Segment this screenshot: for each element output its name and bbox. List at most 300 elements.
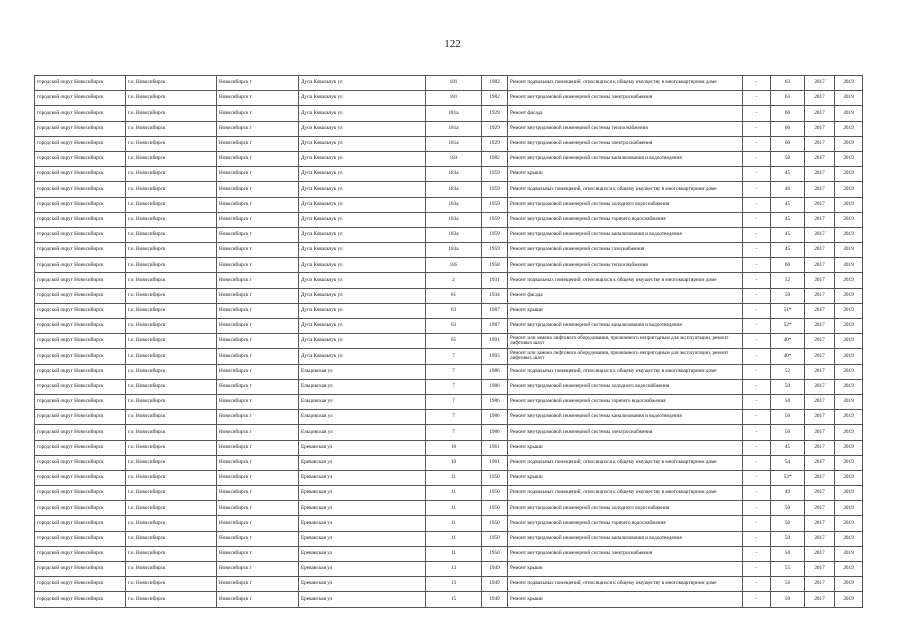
end-year-cell: 2019 [835,319,863,334]
table-row [35,349,863,364]
start-year-cell: 2017 [805,546,835,561]
district-cell: городской округ Новосибирск [35,425,126,440]
start-year-cell: 2017 [805,167,835,182]
house-number-cell: 2 [426,273,482,288]
end-year-cell: 2019 [835,136,863,151]
work-type-cell: Ремонт внутридомовой инженерной системы газоснабжения [508,243,743,258]
municipality-cell: г.о. Новосибирск [126,106,217,121]
street-cell: Ереванская ул [299,516,426,531]
work-type-cell: Ремонт подвальных помещений, относящихся к общему имуществу в многоквартирном доме [508,577,743,592]
house-number-cell: 185 [426,258,482,273]
build-year-cell: 1959 [482,212,508,227]
wear-percent-cell: 45 [771,440,805,455]
locality-cell: Новосибирск г [217,319,299,334]
locality-cell: Новосибирск г [217,394,299,409]
district-cell: городской округ Новосибирск [35,136,126,151]
end-year-cell: 2019 [835,531,863,546]
work-type-cell: Ремонт внутридомовой инженерной системы горячего водоснабжения [508,394,743,409]
work-type-cell: Ремонт внутридомовой инженерной системы теплоснабжения [508,258,743,273]
locality-cell: Новосибирск г [217,227,299,242]
end-year-cell: 2019 [835,288,863,303]
work-type-cell: Ремонт крыши [508,303,743,318]
district-cell: городской округ Новосибирск [35,243,126,258]
municipality-cell: г.о. Новосибирск [126,394,217,409]
municipality-cell: г.о. Новосибирск [126,303,217,318]
work-type-cell: Ремонт подвальных помещений, относящихся к общему имуществу в многоквартирном доме [508,486,743,501]
end-year-cell: 2019 [835,76,863,91]
wear-percent-cell: 50 [771,151,805,166]
table-row [35,106,863,121]
wear-percent-cell: 40* [771,349,805,364]
street-cell: Ельцовская ул [299,379,426,394]
wear-percent-cell: 52 [771,273,805,288]
house-number-cell: 183а [426,167,482,182]
work-type-cell: Ремонт фасада [508,106,743,121]
municipality-cell: г.о. Новосибирск [126,258,217,273]
work-type-cell: Ремонт внутридомовой инженерной системы канализования и водоотведения [508,410,743,425]
dash-cell: - [743,577,771,592]
start-year-cell: 2017 [805,76,835,91]
table-row [35,501,863,516]
street-cell: Дуси Ковальчук ул [299,243,426,258]
work-type-cell: Ремонт крыши [508,440,743,455]
table-row [35,258,863,273]
district-cell: городской округ Новосибирск [35,182,126,197]
end-year-cell: 2019 [835,151,863,166]
dash-cell: - [743,151,771,166]
table-row [35,319,863,334]
locality-cell: Новосибирск г [217,151,299,166]
wear-percent-cell: 45 [771,212,805,227]
municipality-cell: г.о. Новосибирск [126,592,217,607]
dash-cell: - [743,486,771,501]
municipality-cell: г.о. Новосибирск [126,486,217,501]
dash-cell: - [743,562,771,577]
table-row [35,562,863,577]
end-year-cell: 2019 [835,334,863,349]
house-number-cell: 7 [426,394,482,409]
table-row [35,197,863,212]
wear-percent-cell: 54 [771,455,805,470]
end-year-cell: 2019 [835,212,863,227]
start-year-cell: 2017 [805,273,835,288]
table-row [35,531,863,546]
municipality-cell: г.о. Новосибирск [126,501,217,516]
build-year-cell: 1982 [482,76,508,91]
start-year-cell: 2017 [805,379,835,394]
house-number-cell: 181а [426,136,482,151]
municipality-cell: г.о. Новосибирск [126,121,217,136]
street-cell: Дуси Ковальчук ул [299,288,426,303]
street-cell: Ельцовская ул [299,364,426,379]
end-year-cell: 2019 [835,592,863,607]
street-cell: Дуси Ковальчук ул [299,91,426,106]
street-cell: Ельцовская ул [299,394,426,409]
wear-percent-cell: 56 [771,577,805,592]
district-cell: городской округ Новосибирск [35,106,126,121]
district-cell: городской округ Новосибирск [35,486,126,501]
dash-cell: - [743,76,771,91]
street-cell: Ереванская ул [299,577,426,592]
dash-cell: - [743,501,771,516]
locality-cell: Новосибирск г [217,349,299,364]
end-year-cell: 2019 [835,455,863,470]
table-row [35,440,863,455]
dash-cell: - [743,212,771,227]
start-year-cell: 2017 [805,136,835,151]
house-number-cell: 15 [426,592,482,607]
start-year-cell: 2017 [805,486,835,501]
dash-cell: - [743,394,771,409]
work-type-cell: Ремонт внутридомовой инженерной системы канализования и водоотведения [508,151,743,166]
dash-cell: - [743,592,771,607]
district-cell: городской округ Новосибирск [35,121,126,136]
table-row [35,410,863,425]
municipality-cell: г.о. Новосибирск [126,319,217,334]
locality-cell: Новосибирск г [217,470,299,485]
build-year-cell: 1986 [482,425,508,440]
district-cell: городской округ Новосибирск [35,531,126,546]
table-row [35,91,863,106]
build-year-cell: 1931 [482,273,508,288]
locality-cell: Новосибирск г [217,592,299,607]
build-year-cell: 1950 [482,546,508,561]
build-year-cell: 1950 [482,470,508,485]
dash-cell: - [743,516,771,531]
district-cell: городской округ Новосибирск [35,562,126,577]
locality-cell: Новосибирск г [217,562,299,577]
table-row [35,212,863,227]
locality-cell: Новосибирск г [217,486,299,501]
table-row [35,425,863,440]
district-cell: городской округ Новосибирск [35,197,126,212]
locality-cell: Новосибирск г [217,364,299,379]
wear-percent-cell: 50 [771,592,805,607]
wear-percent-cell: 50 [771,410,805,425]
end-year-cell: 2019 [835,167,863,182]
municipality-cell: г.о. Новосибирск [126,243,217,258]
build-year-cell: 1929 [482,106,508,121]
municipality-cell: г.о. Новосибирск [126,182,217,197]
street-cell: Ереванская ул [299,592,426,607]
wear-percent-cell: 60 [771,136,805,151]
municipality-cell: г.о. Новосибирск [126,562,217,577]
start-year-cell: 2017 [805,501,835,516]
house-number-cell: 7 [426,349,482,364]
house-number-cell: 10 [426,440,482,455]
street-cell: Дуси Ковальчук ул [299,167,426,182]
table-row [35,136,863,151]
table-row [35,516,863,531]
street-cell: Дуси Ковальчук ул [299,227,426,242]
dash-cell: - [743,288,771,303]
work-type-cell: Ремонт внутридомовой инженерной системы электроснабжения [508,91,743,106]
build-year-cell: 1950 [482,501,508,516]
work-type-cell: Ремонт внутридомовой инженерной системы горячего водоснабжения [508,516,743,531]
house-number-cell: 183а [426,212,482,227]
wear-percent-cell: 50 [771,516,805,531]
dash-cell: - [743,455,771,470]
house-number-cell: 181 [426,91,482,106]
street-cell: Ереванская ул [299,470,426,485]
locality-cell: Новосибирск г [217,334,299,349]
municipality-cell: г.о. Новосибирск [126,197,217,212]
table-row [35,303,863,318]
start-year-cell: 2017 [805,334,835,349]
locality-cell: Новосибирск г [217,243,299,258]
municipality-cell: г.о. Новосибирск [126,151,217,166]
dash-cell: - [743,364,771,379]
municipality-cell: г.о. Новосибирск [126,577,217,592]
locality-cell: Новосибирск г [217,410,299,425]
district-cell: городской округ Новосибирск [35,227,126,242]
dash-cell: - [743,303,771,318]
house-number-cell: 183 [426,151,482,166]
table-row [35,121,863,136]
end-year-cell: 2019 [835,106,863,121]
district-cell: городской округ Новосибирск [35,349,126,364]
end-year-cell: 2019 [835,470,863,485]
table-row [35,227,863,242]
end-year-cell: 2019 [835,516,863,531]
district-cell: городской округ Новосибирск [35,319,126,334]
municipality-cell: г.о. Новосибирск [126,273,217,288]
municipality-cell: г.о. Новосибирск [126,364,217,379]
street-cell: Дуси Ковальчук ул [299,349,426,364]
work-type-cell: Ремонт подвальных помещений, относящихся к общему имуществу в многоквартирном доме [508,455,743,470]
work-type-cell: Ремонт внутридомовой инженерной системы холодного водоснабжения [508,379,743,394]
start-year-cell: 2017 [805,243,835,258]
start-year-cell: 2017 [805,212,835,227]
municipality-cell: г.о. Новосибирск [126,455,217,470]
wear-percent-cell: 45 [771,243,805,258]
end-year-cell: 2019 [835,121,863,136]
dash-cell: - [743,197,771,212]
start-year-cell: 2017 [805,470,835,485]
municipality-cell: г.о. Новосибирск [126,546,217,561]
street-cell: Дуси Ковальчук ул [299,334,426,349]
table-row [35,288,863,303]
street-cell: Дуси Ковальчук ул [299,151,426,166]
district-cell: городской округ Новосибирск [35,546,126,561]
wear-percent-cell: 60 [771,121,805,136]
locality-cell: Новосибирск г [217,212,299,227]
district-cell: городской округ Новосибирск [35,288,126,303]
table-row [35,151,863,166]
start-year-cell: 2017 [805,349,835,364]
start-year-cell: 2017 [805,91,835,106]
street-cell: Дуси Ковальчук ул [299,136,426,151]
wear-percent-cell: 60 [771,106,805,121]
locality-cell: Новосибирск г [217,167,299,182]
build-year-cell: 1986 [482,410,508,425]
wear-percent-cell: 63 [771,91,805,106]
work-type-cell: Ремонт внутридомовой инженерной системы электроснабжения [508,425,743,440]
wear-percent-cell: 45 [771,167,805,182]
district-cell: городской округ Новосибирск [35,379,126,394]
locality-cell: Новосибирск г [217,531,299,546]
build-year-cell: 1950 [482,516,508,531]
end-year-cell: 2019 [835,425,863,440]
street-cell: Ереванская ул [299,486,426,501]
house-number-cell: 63 [426,303,482,318]
work-type-cell: Ремонт подвальных помещений, относящихся к общему имуществу в многоквартирном доме [508,182,743,197]
house-number-cell: 183а [426,182,482,197]
district-cell: городской округ Новосибирск [35,592,126,607]
house-number-cell: 181а [426,106,482,121]
start-year-cell: 2017 [805,531,835,546]
wear-percent-cell: 50 [771,379,805,394]
locality-cell: Новосибирск г [217,273,299,288]
house-number-cell: 65 [426,334,482,349]
street-cell: Дуси Ковальчук ул [299,121,426,136]
end-year-cell: 2019 [835,501,863,516]
house-number-cell: 7 [426,425,482,440]
wear-percent-cell: 50 [771,501,805,516]
house-number-cell: 181а [426,121,482,136]
dash-cell: - [743,334,771,349]
dash-cell: - [743,106,771,121]
locality-cell: Новосибирск г [217,379,299,394]
build-year-cell: 1949 [482,562,508,577]
end-year-cell: 2019 [835,577,863,592]
house-number-cell: 183а [426,243,482,258]
table-row [35,379,863,394]
street-cell: Дуси Ковальчук ул [299,303,426,318]
end-year-cell: 2019 [835,182,863,197]
build-year-cell: 1961 [482,455,508,470]
dash-cell: - [743,470,771,485]
build-year-cell: 1982 [482,151,508,166]
district-cell: городской округ Новосибирск [35,455,126,470]
district-cell: городской округ Новосибирск [35,76,126,91]
end-year-cell: 2019 [835,273,863,288]
build-year-cell: 1929 [482,121,508,136]
locality-cell: Новосибирск г [217,546,299,561]
house-number-cell: 11 [426,546,482,561]
locality-cell: Новосибирск г [217,303,299,318]
build-year-cell: 1959 [482,197,508,212]
locality-cell: Новосибирск г [217,197,299,212]
work-type-cell: Ремонт внутридомовой инженерной системы канализования и водоотведения [508,531,743,546]
work-type-cell: Ремонт внутридомовой инженерной системы холодного водоснабжения [508,197,743,212]
start-year-cell: 2017 [805,440,835,455]
end-year-cell: 2019 [835,364,863,379]
municipality-cell: г.о. Новосибирск [126,349,217,364]
house-number-cell: 63 [426,319,482,334]
municipality-cell: г.о. Новосибирск [126,167,217,182]
table-row [35,273,863,288]
district-cell: городской округ Новосибирск [35,334,126,349]
house-number-cell: 181 [426,76,482,91]
start-year-cell: 2017 [805,425,835,440]
wear-percent-cell: 50 [771,531,805,546]
house-number-cell: 11 [426,531,482,546]
end-year-cell: 2019 [835,197,863,212]
table-row [35,486,863,501]
street-cell: Дуси Ковальчук ул [299,319,426,334]
end-year-cell: 2019 [835,243,863,258]
work-type-cell: Ремонт подвальных помещений, относящихся к общему имуществу в многоквартирном доме [508,364,743,379]
dash-cell: - [743,167,771,182]
locality-cell: Новосибирск г [217,425,299,440]
wear-percent-cell: 60 [771,258,805,273]
house-number-cell: 183а [426,227,482,242]
municipality-cell: г.о. Новосибирск [126,470,217,485]
end-year-cell: 2019 [835,546,863,561]
table-row [35,364,863,379]
dash-cell: - [743,258,771,273]
house-number-cell: 7 [426,364,482,379]
table-row [35,167,863,182]
end-year-cell: 2019 [835,227,863,242]
district-cell: городской округ Новосибирск [35,470,126,485]
street-cell: Ельцовская ул [299,410,426,425]
table-row [35,76,863,91]
dash-cell: - [743,273,771,288]
wear-percent-cell: 55 [771,562,805,577]
work-type-cell: Ремонт или замена лифтового оборудования, признанного непригодным для эксплуатации, ремонт лифтовых шахт [508,334,743,349]
street-cell: Ереванская ул [299,546,426,561]
start-year-cell: 2017 [805,455,835,470]
municipality-cell: г.о. Новосибирск [126,516,217,531]
wear-percent-cell: 53* [771,470,805,485]
street-cell: Ереванская ул [299,440,426,455]
district-cell: городской округ Новосибирск [35,273,126,288]
locality-cell: Новосибирск г [217,106,299,121]
end-year-cell: 2019 [835,379,863,394]
district-cell: городской округ Новосибирск [35,303,126,318]
locality-cell: Новосибирск г [217,258,299,273]
street-cell: Дуси Ковальчук ул [299,182,426,197]
start-year-cell: 2017 [805,288,835,303]
work-type-cell: Ремонт внутридомовой инженерной системы горячего водоснабжения [508,212,743,227]
street-cell: Ереванская ул [299,455,426,470]
district-cell: городской округ Новосибирск [35,440,126,455]
work-type-cell: Ремонт крыши [508,592,743,607]
work-type-cell: Ремонт подвальных помещений, относящихся к общему имуществу в многоквартирном доме [508,273,743,288]
dash-cell: - [743,227,771,242]
start-year-cell: 2017 [805,364,835,379]
dash-cell: - [743,349,771,364]
house-number-cell: 10 [426,455,482,470]
wear-percent-cell: 52* [771,319,805,334]
build-year-cell: 1987 [482,319,508,334]
build-year-cell: 1986 [482,394,508,409]
street-cell: Ельцовская ул [299,425,426,440]
start-year-cell: 2017 [805,410,835,425]
work-type-cell: Ремонт крыши [508,167,743,182]
work-type-cell: Ремонт внутридомовой инженерной системы канализования и водоотведения [508,319,743,334]
wear-percent-cell: 45 [771,197,805,212]
municipality-cell: г.о. Новосибирск [126,440,217,455]
house-number-cell: 11 [426,486,482,501]
wear-percent-cell: 50 [771,394,805,409]
house-number-cell: 11 [426,516,482,531]
dash-cell: - [743,91,771,106]
district-cell: городской округ Новосибирск [35,577,126,592]
start-year-cell: 2017 [805,197,835,212]
municipality-cell: г.о. Новосибирск [126,136,217,151]
end-year-cell: 2019 [835,303,863,318]
locality-cell: Новосибирск г [217,501,299,516]
municipality-cell: г.о. Новосибирск [126,379,217,394]
build-year-cell: 1987 [482,303,508,318]
district-cell: городской округ Новосибирск [35,167,126,182]
municipality-cell: г.о. Новосибирск [126,91,217,106]
work-type-cell: Ремонт внутридомовой инженерной системы электроснабжения [508,136,743,151]
district-cell: городской округ Новосибирск [35,91,126,106]
